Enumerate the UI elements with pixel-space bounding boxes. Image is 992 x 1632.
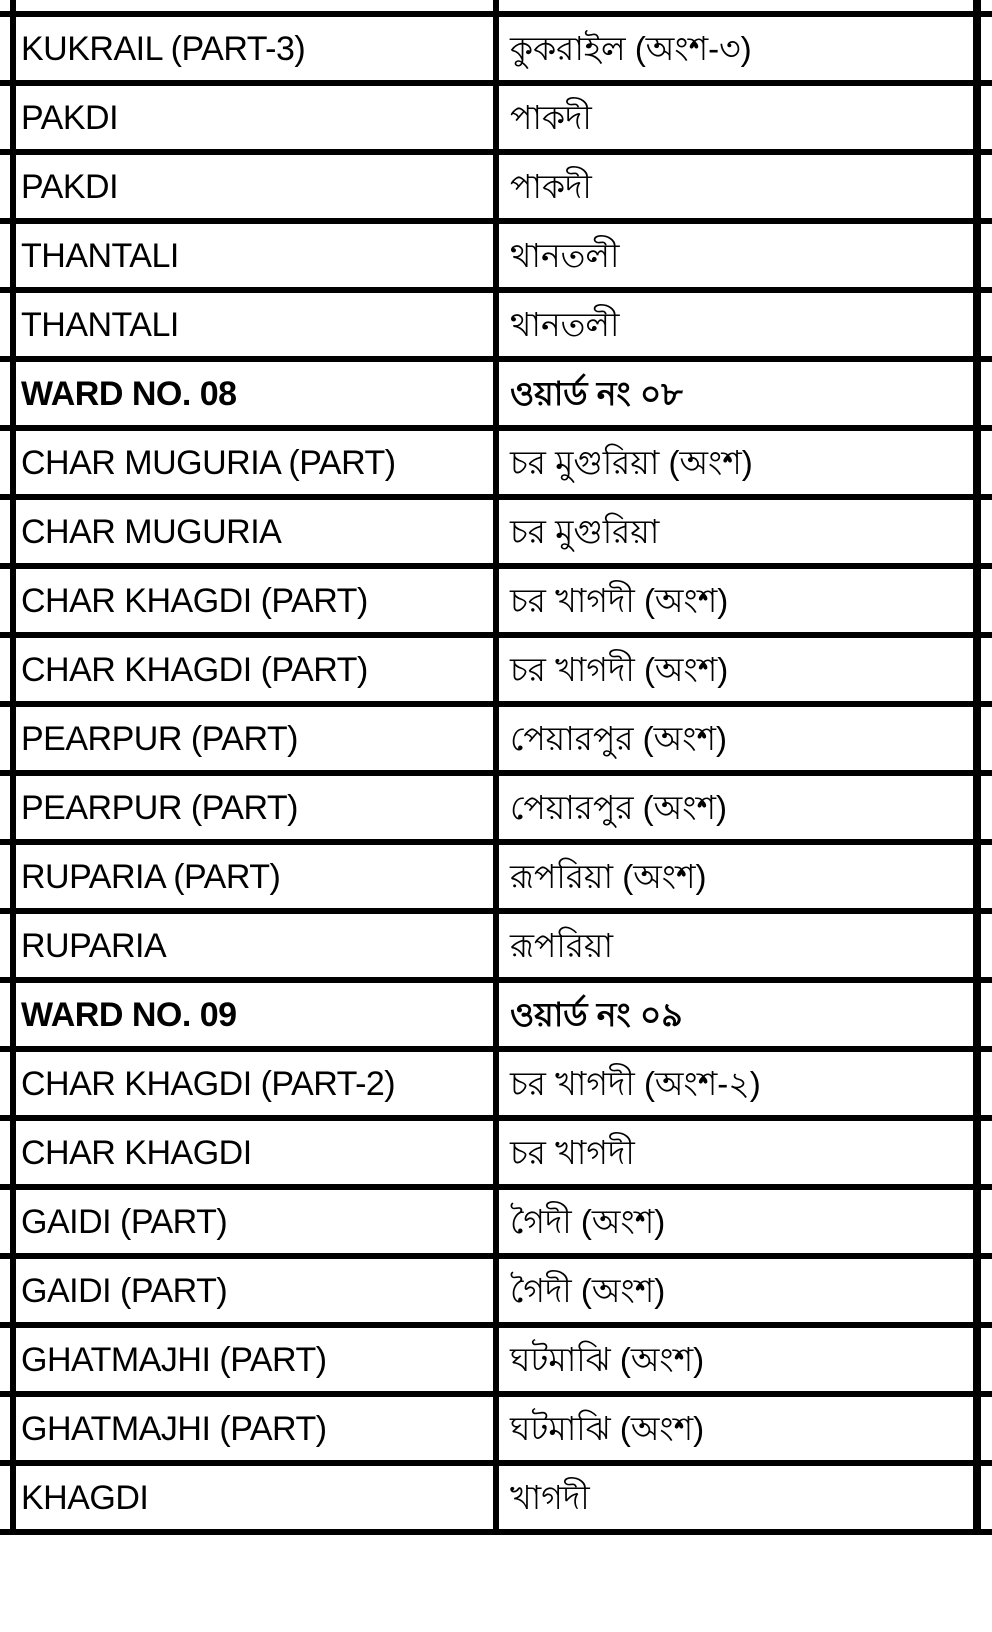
right-margin-strip [981, 914, 992, 977]
cell-english-name [16, 155, 493, 218]
table-row [0, 1052, 992, 1121]
table-row [0, 1259, 992, 1328]
bengali-name-text: পেয়ারপুর (অংশ) [510, 789, 727, 826]
right-margin-strip [981, 1121, 992, 1184]
left-margin-strip [0, 224, 10, 287]
english-name-text: WARD NO. 09 [21, 995, 237, 1034]
english-name-text: WARD NO. 08 [21, 374, 237, 413]
table-border-right [973, 17, 981, 80]
cell-english-name [16, 1052, 493, 1115]
cell-english-name [16, 569, 493, 632]
left-margin-strip [0, 707, 10, 770]
english-name-text: CHAR MUGURIA [21, 512, 282, 551]
cell-bengali-name [499, 1121, 973, 1184]
left-margin-strip [0, 155, 10, 218]
bengali-name-text: চর মুগুরিয়া (অংশ) [510, 444, 753, 481]
bengali-name-text: খাগদী [510, 1479, 590, 1516]
cell-english-name [16, 500, 493, 563]
right-margin-strip [981, 431, 992, 494]
bengali-name-text: কুকরাইল (অংশ-৩) [510, 30, 752, 67]
cell-bengali-name [499, 1190, 973, 1253]
cell-english-name [16, 362, 493, 425]
table-border-right [973, 914, 981, 977]
left-margin-strip [0, 362, 10, 425]
table-border-right [973, 569, 981, 632]
bengali-name-text: থানতলী [510, 306, 620, 343]
right-margin-strip [981, 362, 992, 425]
cell-bengali-name [499, 569, 973, 632]
left-margin-strip [0, 1052, 10, 1115]
english-name-text: GAIDI (PART) [21, 1202, 228, 1241]
cell-english-name [16, 983, 493, 1046]
right-margin-strip [981, 983, 992, 1046]
cell-english-name [16, 845, 493, 908]
table-row [0, 1121, 992, 1190]
table-border-right [973, 1190, 981, 1253]
cell-bengali-name [499, 1052, 973, 1115]
english-name-text: PAKDI [21, 167, 119, 206]
table-border-right [973, 155, 981, 218]
right-margin-strip [981, 86, 992, 149]
table-row [0, 776, 992, 845]
right-margin-strip [981, 1190, 992, 1253]
cell-english-name [16, 707, 493, 770]
bengali-name-text: চর খাগদী [510, 1134, 635, 1171]
cell-bengali-name [499, 983, 973, 1046]
table-border-right [973, 638, 981, 701]
right-margin-strip [981, 224, 992, 287]
bengali-name-text: চর মুগুরিয়া [510, 513, 660, 550]
left-margin-strip [0, 845, 10, 908]
table-border-right [973, 845, 981, 908]
table-border-right [973, 86, 981, 149]
table-row [0, 293, 992, 362]
english-name-text: GAIDI (PART) [21, 1271, 228, 1310]
english-name-text: RUPARIA [21, 926, 167, 965]
bengali-name-text: ঘটমাঝি (অংশ) [510, 1341, 705, 1378]
cell-bengali-name [499, 1397, 973, 1460]
left-margin-strip [0, 1397, 10, 1460]
left-margin-strip [0, 17, 10, 80]
table-border-right [973, 1397, 981, 1460]
english-name-text: RUPARIA (PART) [21, 857, 281, 896]
table-border-right [973, 0, 981, 11]
table-row [0, 500, 992, 569]
right-margin-strip [981, 1466, 992, 1529]
cell-bengali-name [499, 845, 973, 908]
right-margin-strip [981, 1328, 992, 1391]
cell-english-name [16, 431, 493, 494]
bengali-name-text: পাকদী [510, 99, 592, 136]
cell-bengali-name [499, 1466, 973, 1529]
english-name-text: PEARPUR (PART) [21, 719, 299, 758]
english-name-text: CHAR KHAGDI [21, 1133, 252, 1172]
table-row [0, 17, 992, 86]
table-border-right [973, 362, 981, 425]
cell-bengali-name [499, 293, 973, 356]
cell-bengali-name [499, 638, 973, 701]
table-row-partial-top [0, 0, 992, 17]
table-border-right [973, 983, 981, 1046]
cell-english-name [16, 1121, 493, 1184]
english-name-text: CHAR KHAGDI (PART) [21, 581, 368, 620]
table-border-right [973, 293, 981, 356]
cell-english-name [16, 1397, 493, 1460]
table-border-right [973, 500, 981, 563]
left-margin-strip [0, 0, 10, 11]
right-margin-strip [981, 155, 992, 218]
bengali-name-text: রূপরিয়া (অংশ) [510, 858, 707, 895]
left-margin-strip [0, 1466, 10, 1529]
bengali-name-text: চর খাগদী (অংশ) [510, 582, 729, 619]
cell-bengali-name [499, 362, 973, 425]
table-border-right [973, 707, 981, 770]
bengali-name-text: ওয়ার্ড নং ০৯ [510, 996, 683, 1033]
english-name-text: PAKDI [21, 98, 119, 137]
cell-english-name [16, 0, 493, 11]
english-name-text: CHAR KHAGDI (PART) [21, 650, 368, 689]
cell-english-name [16, 1466, 493, 1529]
right-margin-strip [981, 1052, 992, 1115]
left-margin-strip [0, 1259, 10, 1322]
english-name-text: THANTALI [21, 236, 179, 275]
right-margin-strip [981, 707, 992, 770]
cell-bengali-name [499, 17, 973, 80]
table-row [0, 431, 992, 500]
cell-bengali-name [499, 0, 973, 11]
bengali-name-text: ওয়ার্ড নং ০৮ [510, 375, 683, 412]
left-margin-strip [0, 293, 10, 356]
right-margin-strip [981, 638, 992, 701]
english-name-text: KUKRAIL (PART-3) [21, 29, 306, 68]
table-border-right [973, 776, 981, 839]
table-border-right [973, 1466, 981, 1529]
left-margin-strip [0, 431, 10, 494]
cell-english-name [16, 17, 493, 80]
table-border-right [973, 1259, 981, 1322]
cell-english-name [16, 86, 493, 149]
left-margin-strip [0, 914, 10, 977]
table-border-right [973, 224, 981, 287]
table-row [0, 638, 992, 707]
english-name-text: CHAR MUGURIA (PART) [21, 443, 396, 482]
left-margin-strip [0, 1328, 10, 1391]
right-margin-strip [981, 776, 992, 839]
table-row [0, 1328, 992, 1397]
table-row [0, 1397, 992, 1466]
bengali-name-text: থানতলী [510, 237, 620, 274]
english-name-text: PEARPUR (PART) [21, 788, 299, 827]
right-margin-strip [981, 845, 992, 908]
right-margin-strip [981, 293, 992, 356]
cell-bengali-name [499, 1259, 973, 1322]
cell-english-name [16, 224, 493, 287]
table-row [0, 914, 992, 983]
right-margin-strip [981, 17, 992, 80]
cell-bengali-name [499, 431, 973, 494]
left-margin-strip [0, 983, 10, 1046]
cell-english-name [16, 776, 493, 839]
left-margin-strip [0, 86, 10, 149]
table-row [0, 707, 992, 776]
bengali-name-text: পাকদী [510, 168, 592, 205]
table-border-right [973, 431, 981, 494]
cell-bengali-name [499, 500, 973, 563]
table-border-right [973, 1328, 981, 1391]
left-margin-strip [0, 638, 10, 701]
cell-english-name [16, 914, 493, 977]
table-row [0, 362, 992, 431]
right-margin-strip [981, 0, 992, 11]
right-margin-strip [981, 1259, 992, 1322]
bengali-name-text: গৈদী (অংশ) [510, 1272, 666, 1309]
cell-english-name [16, 1259, 493, 1322]
cell-bengali-name [499, 914, 973, 977]
cell-english-name [16, 638, 493, 701]
english-name-text: GHATMAJHI (PART) [21, 1409, 327, 1448]
left-margin-strip [0, 569, 10, 632]
right-margin-strip [981, 1397, 992, 1460]
english-name-text: KHAGDI [21, 1478, 149, 1517]
table-row [0, 155, 992, 224]
bengali-name-text: ঘটমাঝি (অংশ) [510, 1410, 705, 1447]
cell-bengali-name [499, 155, 973, 218]
table-border-right [973, 1052, 981, 1115]
bengali-name-text: পেয়ারপুর (অংশ) [510, 720, 727, 757]
english-name-text: THANTALI [21, 305, 179, 344]
bengali-name-text: রূপরিয়া [510, 927, 614, 964]
cell-bengali-name [499, 1328, 973, 1391]
cell-english-name [16, 293, 493, 356]
english-name-text: CHAR KHAGDI (PART-2) [21, 1064, 396, 1103]
table-row [0, 1466, 992, 1535]
cell-bengali-name [499, 86, 973, 149]
table-row [0, 86, 992, 155]
bengali-name-text: চর খাগদী (অংশ-২) [510, 1065, 761, 1102]
bengali-name-text: চর খাগদী (অংশ) [510, 651, 729, 688]
left-margin-strip [0, 1121, 10, 1184]
cell-english-name [16, 1328, 493, 1391]
english-name-text: GHATMAJHI (PART) [21, 1340, 327, 1379]
table-row [0, 1190, 992, 1259]
left-margin-strip [0, 500, 10, 563]
right-margin-strip [981, 500, 992, 563]
bengali-name-text: গৈদী (অংশ) [510, 1203, 666, 1240]
table-border-right [973, 1121, 981, 1184]
table-row [0, 569, 992, 638]
cell-bengali-name [499, 224, 973, 287]
table-row [0, 224, 992, 293]
table-row [0, 983, 992, 1052]
cell-bengali-name [499, 707, 973, 770]
left-margin-strip [0, 1190, 10, 1253]
cell-bengali-name [499, 776, 973, 839]
left-margin-strip [0, 776, 10, 839]
table-row [0, 845, 992, 914]
cell-english-name [16, 1190, 493, 1253]
right-margin-strip [981, 569, 992, 632]
